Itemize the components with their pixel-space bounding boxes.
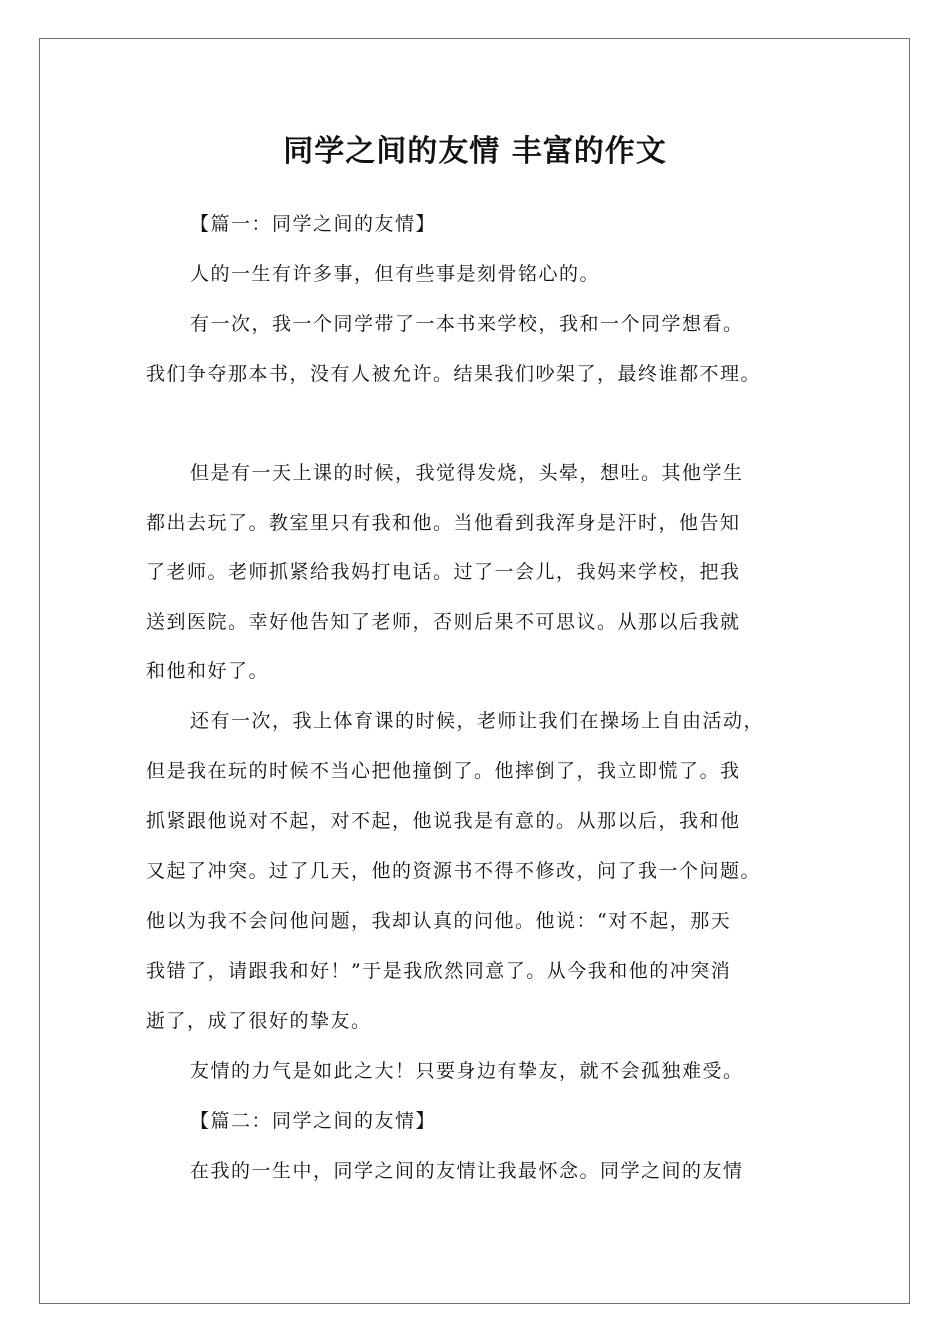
- paragraph-line: 和他和好了。: [146, 660, 270, 682]
- section-heading-2: 【篇二：同学之间的友情】: [190, 1110, 437, 1132]
- paragraph-line: 他以为我不会问他问题，我却认真的问他。他说：“对不起，那天: [146, 910, 732, 932]
- paragraph-line: 逝了，成了很好的挚友。: [146, 1010, 372, 1032]
- paragraph-line: 了老师。老师抓紧给我妈打电话。过了一会儿，我妈来学校，把我: [146, 561, 741, 583]
- paragraph-line: 我们争夺那本书，没有人被允许。结果我们吵架了，最终谁都不理。: [146, 363, 762, 385]
- paragraph-line: 又起了冲突。过了几天，他的资源书不得不修改，问了我一个问题。: [146, 860, 762, 882]
- paragraph-line: 人的一生有许多事，但有些事是刻骨铭心的。: [190, 263, 601, 285]
- paragraph-line: 但是我在玩的时候不当心把他撞倒了。他摔倒了，我立即慌了。我: [146, 760, 741, 782]
- paragraph-line: 友情的力气是如此之大！只要身边有挚友，就不会孤独难受。: [190, 1060, 744, 1082]
- paragraph-line: 送到医院。幸好他告知了老师，否则后果不可思议。从那以后我就: [146, 611, 741, 633]
- document-title: 同学之间的友情 丰富的作文: [283, 134, 667, 169]
- paragraph-line: 我错了，请跟我和好！”于是我欣然同意了。从今我和他的冲突消: [146, 960, 732, 982]
- paragraph-line: 还有一次，我上体育课的时候，老师让我们在操场上自由活动，: [190, 710, 765, 732]
- section-heading-1: 【篇一：同学之间的友情】: [190, 213, 437, 235]
- paragraph-line: 在我的一生中，同学之间的友情让我最怀念。同学之间的友情: [190, 1160, 744, 1182]
- paragraph-line: 有一次，我一个同学带了一本书来学校，我和一个同学想看。: [190, 313, 744, 335]
- paragraph-line: 都出去玩了。教室里只有我和他。当他看到我浑身是汗时，他告知: [146, 512, 741, 534]
- paragraph-line: 抓紧跟他说对不起，对不起，他说我是有意的。从那以后，我和他: [146, 810, 741, 832]
- paragraph-line: 但是有一天上课的时候，我觉得发烧，头晕，想吐。其他学生: [190, 462, 744, 484]
